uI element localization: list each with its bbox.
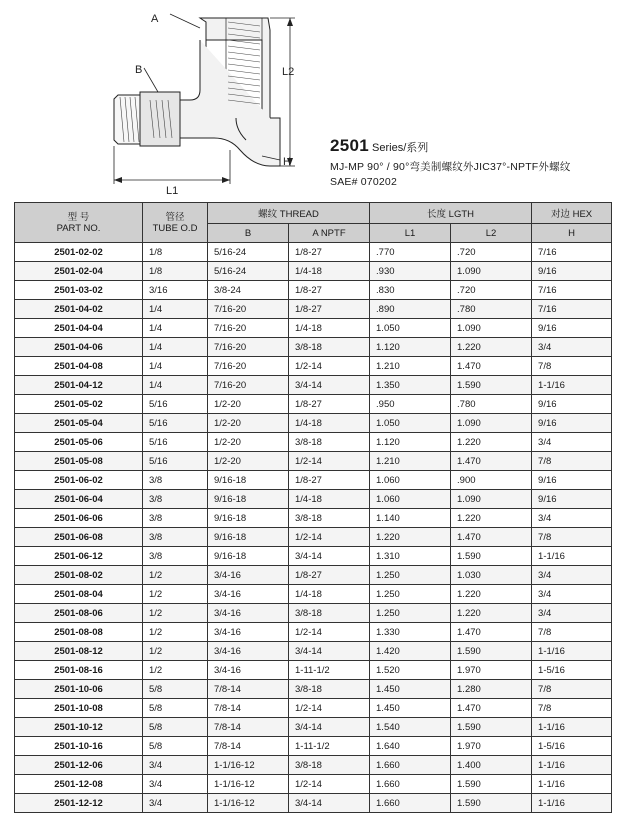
table-row — [15, 262, 612, 281]
cell-hex-h: 3/4 — [532, 338, 612, 357]
cell-length-l1: 1.310 — [370, 547, 451, 566]
table-row — [15, 338, 612, 357]
cell-thread-anptf: 1/4-18 — [289, 319, 370, 338]
cell-tube-od: 5/8 — [143, 718, 208, 737]
cell-thread-b: 5/16-24 — [208, 243, 289, 262]
cell-length-l1: 1.140 — [370, 509, 451, 528]
cell-part-no: 2501-05-04 — [15, 414, 143, 433]
header-l1: L1 — [370, 224, 451, 243]
table-row — [15, 357, 612, 376]
cell-tube-od: 3/8 — [143, 490, 208, 509]
table-row — [15, 547, 612, 566]
cell-length-l1: .950 — [370, 395, 451, 414]
cell-part-no: 2501-06-06 — [15, 509, 143, 528]
table-row — [15, 794, 612, 813]
table-row — [15, 737, 612, 756]
cell-thread-anptf: 1/4-18 — [289, 414, 370, 433]
cell-hex-h: 1-1/16 — [532, 775, 612, 794]
header-l2: L2 — [451, 224, 532, 243]
series-description: MJ-MP 90° / 90°弯美制螺纹外JIC37°-NPTF外螺纹 — [330, 161, 571, 173]
cell-length-l2: 1.220 — [451, 433, 532, 452]
table-row — [15, 585, 612, 604]
cell-part-no: 2501-02-04 — [15, 262, 143, 281]
cell-part-no: 2501-10-12 — [15, 718, 143, 737]
cell-thread-anptf: 1/8-27 — [289, 395, 370, 414]
table-row — [15, 718, 612, 737]
cell-part-no: 2501-06-04 — [15, 490, 143, 509]
cell-length-l1: 1.660 — [370, 756, 451, 775]
header-anptf: A NPTF — [289, 224, 370, 243]
cell-length-l2: 1.590 — [451, 775, 532, 794]
cell-part-no: 2501-04-02 — [15, 300, 143, 319]
cell-hex-h: 7/8 — [532, 680, 612, 699]
cell-length-l1: 1.250 — [370, 604, 451, 623]
cell-thread-anptf: 1/2-14 — [289, 528, 370, 547]
dimensions-table — [14, 202, 612, 813]
cell-part-no: 2501-06-08 — [15, 528, 143, 547]
cell-length-l2: 1.590 — [451, 718, 532, 737]
cell-tube-od: 1/2 — [143, 661, 208, 680]
cell-thread-b: 7/8-14 — [208, 680, 289, 699]
cell-part-no: 2501-08-16 — [15, 661, 143, 680]
cell-length-l2: 1.590 — [451, 794, 532, 813]
table-row — [15, 509, 612, 528]
cell-tube-od: 3/8 — [143, 528, 208, 547]
cell-thread-anptf: 1-11-1/2 — [289, 661, 370, 680]
table-row — [15, 433, 612, 452]
label-a: A — [151, 13, 159, 25]
header-h: H — [532, 224, 612, 243]
cell-thread-b: 3/4-16 — [208, 642, 289, 661]
cell-length-l2: 1.220 — [451, 585, 532, 604]
table-row — [15, 604, 612, 623]
cell-part-no: 2501-12-06 — [15, 756, 143, 775]
cell-tube-od: 1/4 — [143, 319, 208, 338]
cell-length-l1: 1.220 — [370, 528, 451, 547]
cell-length-l1: 1.350 — [370, 376, 451, 395]
sae-number: SAE# 070202 — [330, 176, 398, 188]
header-tube — [143, 203, 208, 243]
cell-hex-h: 1-1/16 — [532, 718, 612, 737]
cell-hex-h: 7/8 — [532, 623, 612, 642]
cell-length-l1: 1.660 — [370, 775, 451, 794]
cell-length-l2: 1.280 — [451, 680, 532, 699]
cell-part-no: 2501-06-02 — [15, 471, 143, 490]
cell-hex-h: 9/16 — [532, 490, 612, 509]
cell-thread-b: 7/8-14 — [208, 718, 289, 737]
cell-tube-od: 3/8 — [143, 547, 208, 566]
cell-thread-anptf: 1/2-14 — [289, 699, 370, 718]
cell-length-l1: 1.120 — [370, 433, 451, 452]
cell-thread-anptf: 1/2-14 — [289, 452, 370, 471]
header-part-en: PART NO. — [56, 222, 101, 234]
cell-hex-h: 9/16 — [532, 319, 612, 338]
cell-length-l1: 1.520 — [370, 661, 451, 680]
cell-thread-b: 1/2-20 — [208, 395, 289, 414]
cell-thread-anptf: 1/8-27 — [289, 243, 370, 262]
cell-thread-anptf: 1/8-27 — [289, 300, 370, 319]
cell-thread-b: 7/16-20 — [208, 319, 289, 338]
cell-length-l2: .900 — [451, 471, 532, 490]
cell-thread-anptf: 3/8-18 — [289, 509, 370, 528]
cell-thread-anptf: 3/4-14 — [289, 547, 370, 566]
table-row — [15, 281, 612, 300]
cell-hex-h: 1-1/16 — [532, 794, 612, 813]
header-length: 长度 LGTH — [370, 203, 532, 224]
cell-part-no: 2501-02-02 — [15, 243, 143, 262]
cell-part-no: 2501-08-02 — [15, 566, 143, 585]
cell-part-no: 2501-04-06 — [15, 338, 143, 357]
cell-length-l1: 1.060 — [370, 471, 451, 490]
cell-length-l2: .780 — [451, 395, 532, 414]
cell-hex-h: 9/16 — [532, 395, 612, 414]
cell-tube-od: 1/2 — [143, 585, 208, 604]
table-row — [15, 471, 612, 490]
cell-length-l2: 1.470 — [451, 357, 532, 376]
cell-tube-od: 1/4 — [143, 338, 208, 357]
label-b: B — [135, 64, 143, 76]
cell-thread-b: 7/16-20 — [208, 300, 289, 319]
cell-part-no: 2501-06-12 — [15, 547, 143, 566]
cell-tube-od: 3/4 — [143, 756, 208, 775]
table-row — [15, 243, 612, 262]
cell-hex-h: 3/4 — [532, 566, 612, 585]
series-word: Series/系列 — [372, 142, 429, 154]
cell-length-l2: 1.590 — [451, 376, 532, 395]
cell-tube-od: 1/4 — [143, 376, 208, 395]
cell-hex-h: 9/16 — [532, 262, 612, 281]
table-body — [15, 243, 612, 813]
cell-tube-od: 1/2 — [143, 642, 208, 661]
cell-part-no: 2501-04-04 — [15, 319, 143, 338]
cell-thread-b: 3/4-16 — [208, 661, 289, 680]
cell-thread-b: 9/16-18 — [208, 547, 289, 566]
cell-tube-od: 5/16 — [143, 395, 208, 414]
cell-length-l1: .890 — [370, 300, 451, 319]
cell-thread-anptf: 1/4-18 — [289, 490, 370, 509]
cell-length-l1: 1.250 — [370, 566, 451, 585]
cell-thread-anptf: 3/8-18 — [289, 756, 370, 775]
cell-hex-h: 1-1/16 — [532, 756, 612, 775]
cell-length-l2: 1.090 — [451, 319, 532, 338]
table-row — [15, 775, 612, 794]
cell-tube-od: 3/8 — [143, 471, 208, 490]
cell-tube-od: 1/2 — [143, 566, 208, 585]
cell-hex-h: 1-5/16 — [532, 661, 612, 680]
cell-length-l2: 1.030 — [451, 566, 532, 585]
header-part-cn: 型 号 — [67, 211, 90, 223]
cell-hex-h: 1-1/16 — [532, 642, 612, 661]
cell-tube-od: 1/8 — [143, 262, 208, 281]
cell-part-no: 2501-05-06 — [15, 433, 143, 452]
cell-thread-anptf: 1/2-14 — [289, 775, 370, 794]
cell-thread-anptf: 3/8-18 — [289, 338, 370, 357]
table-row — [15, 319, 612, 338]
cell-length-l2: 1.220 — [451, 604, 532, 623]
cell-tube-od: 5/16 — [143, 414, 208, 433]
cell-length-l2: 1.970 — [451, 661, 532, 680]
cell-length-l1: 1.050 — [370, 414, 451, 433]
cell-hex-h: 7/16 — [532, 243, 612, 262]
cell-hex-h: 7/16 — [532, 300, 612, 319]
cell-thread-b: 1/2-20 — [208, 414, 289, 433]
cell-hex-h: 1-1/16 — [532, 376, 612, 395]
header-hex: 对边 HEX — [532, 203, 612, 224]
cell-length-l2: 1.090 — [451, 414, 532, 433]
cell-thread-anptf: 3/4-14 — [289, 794, 370, 813]
cell-length-l1: 1.540 — [370, 718, 451, 737]
table-row — [15, 490, 612, 509]
cell-length-l1: 1.210 — [370, 452, 451, 471]
cell-part-no: 2501-12-08 — [15, 775, 143, 794]
table-row — [15, 452, 612, 471]
cell-thread-anptf: 1/8-27 — [289, 281, 370, 300]
cell-hex-h: 9/16 — [532, 414, 612, 433]
cell-thread-anptf: 3/4-14 — [289, 718, 370, 737]
cell-hex-h: 3/4 — [532, 433, 612, 452]
cell-tube-od: 5/8 — [143, 680, 208, 699]
cell-tube-od: 1/8 — [143, 243, 208, 262]
cell-length-l2: .720 — [451, 281, 532, 300]
cell-tube-od: 3/16 — [143, 281, 208, 300]
cell-hex-h: 3/4 — [532, 509, 612, 528]
cell-length-l2: 1.090 — [451, 262, 532, 281]
cell-thread-anptf: 3/8-18 — [289, 604, 370, 623]
cell-part-no: 2501-04-12 — [15, 376, 143, 395]
header-thread: 螺纹 THREAD — [208, 203, 370, 224]
cell-part-no: 2501-03-02 — [15, 281, 143, 300]
cell-hex-h: 7/8 — [532, 528, 612, 547]
cell-thread-b: 5/16-24 — [208, 262, 289, 281]
cell-hex-h: 3/4 — [532, 604, 612, 623]
cell-thread-b: 3/8-24 — [208, 281, 289, 300]
cell-length-l2: 1.470 — [451, 699, 532, 718]
cell-tube-od: 3/4 — [143, 794, 208, 813]
cell-part-no: 2501-08-08 — [15, 623, 143, 642]
table-row — [15, 566, 612, 585]
cell-part-no: 2501-08-06 — [15, 604, 143, 623]
cell-tube-od: 1/2 — [143, 604, 208, 623]
cell-thread-b: 9/16-18 — [208, 471, 289, 490]
cell-length-l2: 1.400 — [451, 756, 532, 775]
cell-thread-b: 1-1/16-12 — [208, 794, 289, 813]
cell-tube-od: 3/4 — [143, 775, 208, 794]
table-row — [15, 376, 612, 395]
table-row — [15, 414, 612, 433]
label-l1: L1 — [166, 185, 179, 197]
cell-part-no: 2501-08-12 — [15, 642, 143, 661]
cell-thread-b: 9/16-18 — [208, 490, 289, 509]
cell-length-l1: .770 — [370, 243, 451, 262]
table-row — [15, 528, 612, 547]
cell-length-l2: 1.470 — [451, 528, 532, 547]
cell-length-l1: 1.120 — [370, 338, 451, 357]
cell-thread-b: 3/4-16 — [208, 604, 289, 623]
cell-thread-anptf: 1/8-27 — [289, 471, 370, 490]
cell-length-l2: 1.970 — [451, 737, 532, 756]
cell-length-l1: 1.450 — [370, 680, 451, 699]
cell-tube-od: 5/8 — [143, 699, 208, 718]
table-row — [15, 300, 612, 319]
table-row — [15, 623, 612, 642]
cell-thread-anptf: 1-11-1/2 — [289, 737, 370, 756]
cell-thread-b: 1-1/16-12 — [208, 756, 289, 775]
cell-thread-anptf: 1/8-27 — [289, 566, 370, 585]
cell-hex-h: 3/4 — [532, 585, 612, 604]
cell-length-l1: 1.250 — [370, 585, 451, 604]
cell-thread-b: 9/16-18 — [208, 528, 289, 547]
cell-thread-anptf: 3/4-14 — [289, 642, 370, 661]
table-row — [15, 642, 612, 661]
cell-thread-b: 1-1/16-12 — [208, 775, 289, 794]
cell-hex-h: 1-5/16 — [532, 737, 612, 756]
cell-part-no: 2501-05-02 — [15, 395, 143, 414]
cell-length-l1: 1.420 — [370, 642, 451, 661]
cell-tube-od: 1/2 — [143, 623, 208, 642]
cell-hex-h: 7/8 — [532, 699, 612, 718]
header-b: B — [208, 224, 289, 243]
cell-tube-od: 1/4 — [143, 357, 208, 376]
label-h: H — [283, 156, 291, 168]
table-row — [15, 756, 612, 775]
cell-length-l1: 1.060 — [370, 490, 451, 509]
cell-tube-od: 1/4 — [143, 300, 208, 319]
cell-part-no: 2501-04-08 — [15, 357, 143, 376]
cell-thread-anptf: 3/8-18 — [289, 680, 370, 699]
cell-thread-b: 9/16-18 — [208, 509, 289, 528]
cell-length-l2: 1.590 — [451, 642, 532, 661]
cell-length-l2: 1.470 — [451, 623, 532, 642]
cell-thread-anptf: 3/4-14 — [289, 376, 370, 395]
cell-length-l1: 1.450 — [370, 699, 451, 718]
cell-tube-od: 5/16 — [143, 452, 208, 471]
cell-length-l1: 1.330 — [370, 623, 451, 642]
cell-thread-anptf: 1/2-14 — [289, 357, 370, 376]
header-tube-cn: 管径 — [165, 211, 185, 223]
cell-hex-h: 7/8 — [532, 357, 612, 376]
cell-length-l2: .780 — [451, 300, 532, 319]
cell-hex-h: 7/16 — [532, 281, 612, 300]
cell-thread-b: 1/2-20 — [208, 452, 289, 471]
cell-length-l1: 1.210 — [370, 357, 451, 376]
cell-hex-h: 1-1/16 — [532, 547, 612, 566]
cell-thread-b: 1/2-20 — [208, 433, 289, 452]
header-tube-en: TUBE O.D — [152, 222, 198, 234]
cell-thread-b: 7/16-20 — [208, 376, 289, 395]
cell-thread-b: 3/4-16 — [208, 623, 289, 642]
cell-tube-od: 5/8 — [143, 737, 208, 756]
cell-thread-anptf: 1/4-18 — [289, 585, 370, 604]
cell-part-no: 2501-08-04 — [15, 585, 143, 604]
cell-thread-b: 3/4-16 — [208, 566, 289, 585]
cell-length-l2: .720 — [451, 243, 532, 262]
cell-length-l2: 1.220 — [451, 509, 532, 528]
cell-hex-h: 7/8 — [532, 452, 612, 471]
label-l2: L2 — [282, 66, 295, 78]
cell-tube-od: 3/8 — [143, 509, 208, 528]
cell-thread-b: 7/8-14 — [208, 737, 289, 756]
cell-part-no: 2501-10-08 — [15, 699, 143, 718]
cell-part-no: 2501-12-12 — [15, 794, 143, 813]
cell-length-l1: 1.050 — [370, 319, 451, 338]
cell-thread-b: 7/16-20 — [208, 357, 289, 376]
table-row — [15, 395, 612, 414]
cell-length-l2: 1.220 — [451, 338, 532, 357]
cell-length-l1: .830 — [370, 281, 451, 300]
cell-length-l2: 1.470 — [451, 452, 532, 471]
table-row — [15, 661, 612, 680]
cell-thread-b: 3/4-16 — [208, 585, 289, 604]
cell-thread-b: 7/8-14 — [208, 699, 289, 718]
fitting-drawing — [0, 0, 330, 200]
cell-length-l2: 1.090 — [451, 490, 532, 509]
cell-part-no: 2501-10-16 — [15, 737, 143, 756]
cell-thread-anptf: 1/2-14 — [289, 623, 370, 642]
cell-length-l1: .930 — [370, 262, 451, 281]
cell-thread-b: 7/16-20 — [208, 338, 289, 357]
cell-length-l2: 1.590 — [451, 547, 532, 566]
header-part-no — [15, 203, 143, 243]
table-row — [15, 699, 612, 718]
cell-thread-anptf: 3/8-18 — [289, 433, 370, 452]
cell-part-no: 2501-10-06 — [15, 680, 143, 699]
cell-length-l1: 1.660 — [370, 794, 451, 813]
cell-part-no: 2501-05-08 — [15, 452, 143, 471]
cell-length-l1: 1.640 — [370, 737, 451, 756]
series-title-block — [330, 136, 571, 188]
series-number: 2501 — [330, 136, 370, 155]
cell-hex-h: 9/16 — [532, 471, 612, 490]
table-row — [15, 680, 612, 699]
cell-tube-od: 5/16 — [143, 433, 208, 452]
cell-thread-anptf: 1/4-18 — [289, 262, 370, 281]
